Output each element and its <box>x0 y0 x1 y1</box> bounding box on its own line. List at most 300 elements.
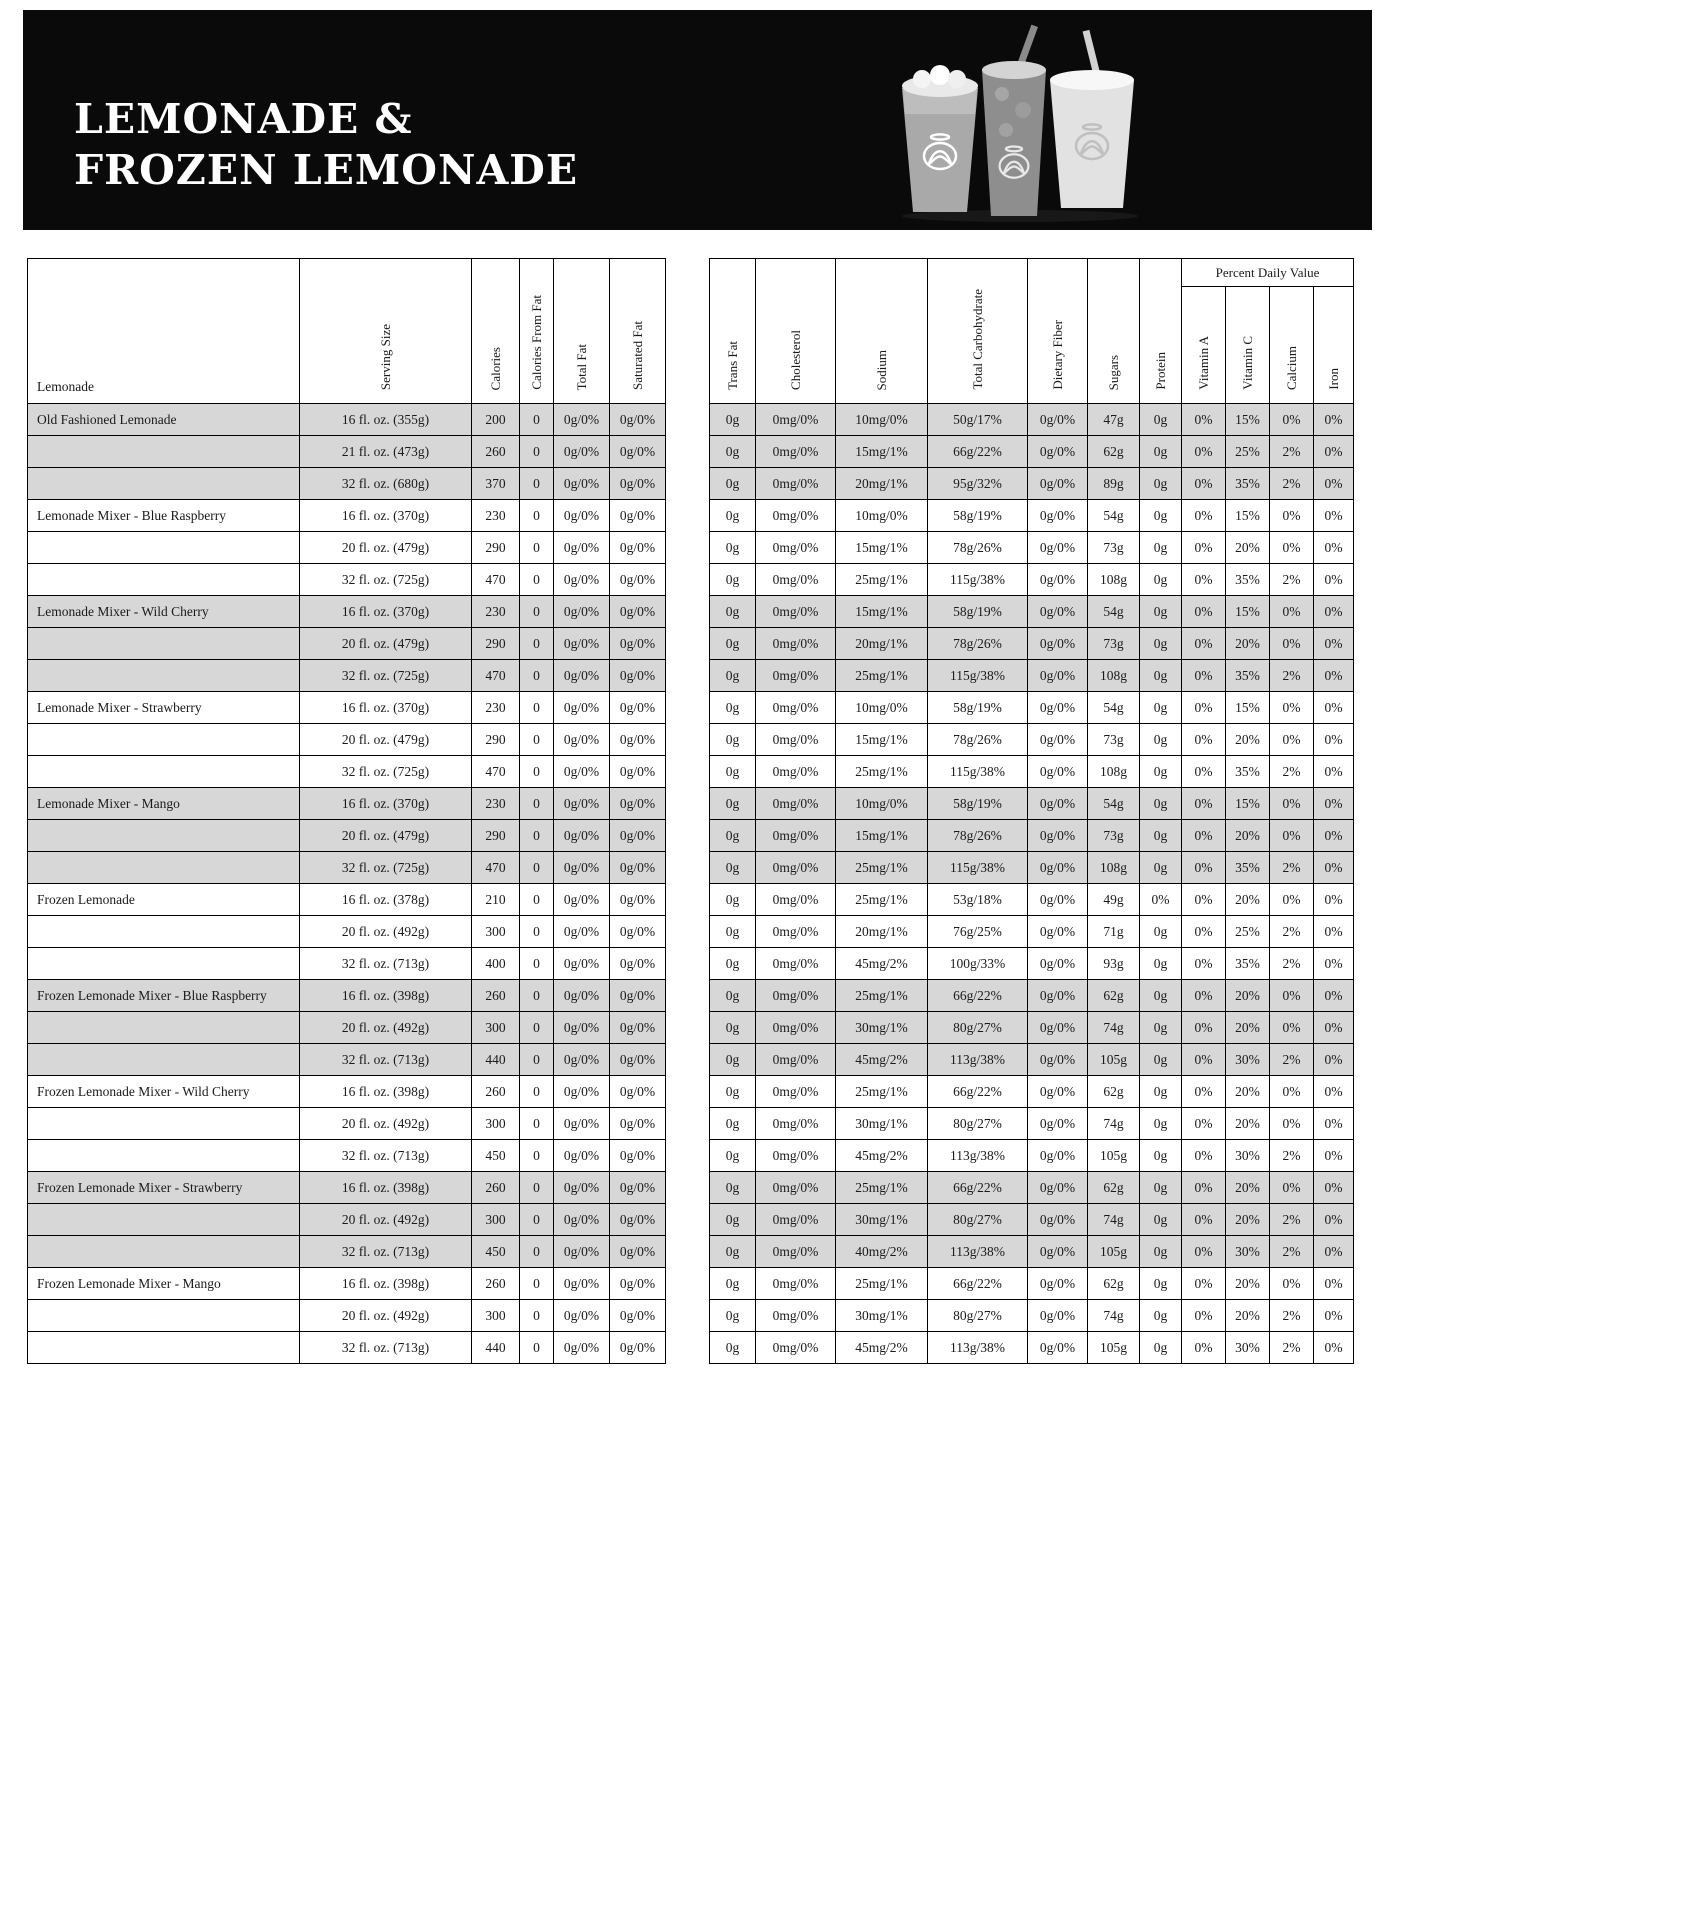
cell-calories: 400 <box>472 948 520 980</box>
table-row <box>28 1108 666 1140</box>
cell-calories-from-fat: 0 <box>520 1300 554 1332</box>
cell-dietary-fiber: 0g/0% <box>1028 948 1088 980</box>
cell-calcium: 2% <box>1270 1236 1314 1268</box>
cell-iron: 0% <box>1314 1204 1354 1236</box>
cell-vitamin-c: 20% <box>1226 1268 1270 1300</box>
cell-vitamin-a: 0% <box>1182 1236 1226 1268</box>
cell-calcium: 2% <box>1270 1140 1314 1172</box>
cell-dietary-fiber: 0g/0% <box>1028 628 1088 660</box>
cell-saturated-fat: 0g/0% <box>610 1236 666 1268</box>
cell-serving-size: 32 fl. oz. (725g) <box>300 852 472 884</box>
cell-total-carbohydrate: 78g/26% <box>928 724 1028 756</box>
column-header-protein: Protein <box>1140 259 1182 404</box>
cell-serving-size: 16 fl. oz. (370g) <box>300 500 472 532</box>
cell-calories-from-fat: 0 <box>520 436 554 468</box>
table-row <box>28 500 666 532</box>
cell-product-name: Lemonade Mixer - Mango <box>28 788 300 820</box>
lemonade-cup-left-icon <box>902 65 978 212</box>
cell-cholesterol: 0mg/0% <box>756 628 836 660</box>
table-row <box>710 916 1354 948</box>
page-title-line2: FROZEN LEMONADE <box>74 146 579 194</box>
cell-vitamin-a: 0% <box>1182 980 1226 1012</box>
cell-total-fat: 0g/0% <box>554 1236 610 1268</box>
nutrition-tables <box>27 258 1354 1364</box>
table-row <box>28 724 666 756</box>
cell-trans-fat: 0g <box>710 1076 756 1108</box>
cell-protein: 0g <box>1140 436 1182 468</box>
cell-iron: 0% <box>1314 1300 1354 1332</box>
cell-total-carbohydrate: 100g/33% <box>928 948 1028 980</box>
cell-total-carbohydrate: 66g/22% <box>928 436 1028 468</box>
table-row <box>710 820 1354 852</box>
cell-protein: 0g <box>1140 404 1182 436</box>
table-row <box>28 532 666 564</box>
cell-protein: 0g <box>1140 1236 1182 1268</box>
cell-vitamin-a: 0% <box>1182 596 1226 628</box>
table-row <box>28 1236 666 1268</box>
cell-calories-from-fat: 0 <box>520 596 554 628</box>
cell-saturated-fat: 0g/0% <box>610 820 666 852</box>
cell-trans-fat: 0g <box>710 724 756 756</box>
cell-saturated-fat: 0g/0% <box>610 1332 666 1364</box>
cell-cholesterol: 0mg/0% <box>756 596 836 628</box>
cell-product-name: Frozen Lemonade <box>28 884 300 916</box>
cell-cholesterol: 0mg/0% <box>756 564 836 596</box>
cell-sugars: 62g <box>1088 1076 1140 1108</box>
cell-calories: 450 <box>472 1140 520 1172</box>
cell-vitamin-c: 30% <box>1226 1044 1270 1076</box>
cell-trans-fat: 0g <box>710 1300 756 1332</box>
cell-total-carbohydrate: 58g/19% <box>928 788 1028 820</box>
table-row <box>28 1332 666 1364</box>
cell-calories-from-fat: 0 <box>520 692 554 724</box>
cell-product-name: Lemonade Mixer - Blue Raspberry <box>28 500 300 532</box>
cell-vitamin-a: 0% <box>1182 692 1226 724</box>
cell-product-name <box>28 532 300 564</box>
cell-calories: 230 <box>472 692 520 724</box>
cell-saturated-fat: 0g/0% <box>610 1140 666 1172</box>
table-row <box>710 788 1354 820</box>
cell-saturated-fat: 0g/0% <box>610 1044 666 1076</box>
cell-cholesterol: 0mg/0% <box>756 1076 836 1108</box>
table-row <box>28 1140 666 1172</box>
cell-calories-from-fat: 0 <box>520 916 554 948</box>
cell-serving-size: 20 fl. oz. (479g) <box>300 724 472 756</box>
cell-total-carbohydrate: 95g/32% <box>928 468 1028 500</box>
table-row <box>28 1268 666 1300</box>
cell-total-fat: 0g/0% <box>554 948 610 980</box>
cell-sodium: 25mg/1% <box>836 1172 928 1204</box>
table-row <box>710 660 1354 692</box>
cell-calories: 260 <box>472 1076 520 1108</box>
cell-sugars: 105g <box>1088 1332 1140 1364</box>
cell-vitamin-a: 0% <box>1182 628 1226 660</box>
cell-total-carbohydrate: 78g/26% <box>928 628 1028 660</box>
cell-calcium: 0% <box>1270 1268 1314 1300</box>
table-row <box>710 1268 1354 1300</box>
cell-product-name <box>28 468 300 500</box>
cell-total-fat: 0g/0% <box>554 436 610 468</box>
table-row <box>28 916 666 948</box>
cell-iron: 0% <box>1314 596 1354 628</box>
cell-protein: 0g <box>1140 820 1182 852</box>
cell-trans-fat: 0g <box>710 660 756 692</box>
cell-trans-fat: 0g <box>710 1236 756 1268</box>
cell-total-fat: 0g/0% <box>554 1012 610 1044</box>
cell-product-name <box>28 1140 300 1172</box>
cell-total-carbohydrate: 113g/38% <box>928 1236 1028 1268</box>
cell-cholesterol: 0mg/0% <box>756 724 836 756</box>
cell-dietary-fiber: 0g/0% <box>1028 916 1088 948</box>
cell-protein: 0g <box>1140 628 1182 660</box>
cell-calories-from-fat: 0 <box>520 1108 554 1140</box>
cell-calories: 290 <box>472 532 520 564</box>
cell-vitamin-a: 0% <box>1182 1300 1226 1332</box>
cell-calcium: 2% <box>1270 948 1314 980</box>
cell-iron: 0% <box>1314 468 1354 500</box>
cell-dietary-fiber: 0g/0% <box>1028 596 1088 628</box>
column-header-dietary-fiber: Dietary Fiber <box>1028 259 1088 404</box>
cell-vitamin-c: 25% <box>1226 916 1270 948</box>
table-row <box>28 564 666 596</box>
cell-vitamin-c: 20% <box>1226 1012 1270 1044</box>
cell-total-fat: 0g/0% <box>554 980 610 1012</box>
cell-total-fat: 0g/0% <box>554 500 610 532</box>
cell-vitamin-a: 0% <box>1182 948 1226 980</box>
cell-iron: 0% <box>1314 724 1354 756</box>
cell-calories-from-fat: 0 <box>520 724 554 756</box>
cell-calories: 440 <box>472 1044 520 1076</box>
cell-cholesterol: 0mg/0% <box>756 916 836 948</box>
cell-sugars: 89g <box>1088 468 1140 500</box>
column-header-vitamin-a: Vitamin A <box>1182 287 1226 404</box>
cell-vitamin-c: 20% <box>1226 1204 1270 1236</box>
cell-sodium: 40mg/2% <box>836 1236 928 1268</box>
cell-dietary-fiber: 0g/0% <box>1028 1204 1088 1236</box>
cell-total-carbohydrate: 78g/26% <box>928 820 1028 852</box>
cell-protein: 0g <box>1140 916 1182 948</box>
cell-trans-fat: 0g <box>710 1204 756 1236</box>
cell-serving-size: 32 fl. oz. (713g) <box>300 1140 472 1172</box>
cell-calories: 200 <box>472 404 520 436</box>
cell-calories: 290 <box>472 724 520 756</box>
cell-iron: 0% <box>1314 692 1354 724</box>
cell-saturated-fat: 0g/0% <box>610 1172 666 1204</box>
cell-cholesterol: 0mg/0% <box>756 500 836 532</box>
cell-calcium: 2% <box>1270 756 1314 788</box>
cell-vitamin-a: 0% <box>1182 564 1226 596</box>
cell-iron: 0% <box>1314 1108 1354 1140</box>
cell-sodium: 15mg/1% <box>836 436 928 468</box>
cell-sodium: 30mg/1% <box>836 1204 928 1236</box>
cell-sugars: 71g <box>1088 916 1140 948</box>
cell-dietary-fiber: 0g/0% <box>1028 1044 1088 1076</box>
cell-iron: 0% <box>1314 404 1354 436</box>
cell-sodium: 15mg/1% <box>836 596 928 628</box>
table-row <box>28 788 666 820</box>
table-row <box>710 564 1354 596</box>
cell-sugars: 47g <box>1088 404 1140 436</box>
table-row <box>28 692 666 724</box>
table-row <box>710 596 1354 628</box>
cell-total-carbohydrate: 113g/38% <box>928 1140 1028 1172</box>
header-row <box>710 259 1354 287</box>
cell-calories: 440 <box>472 1332 520 1364</box>
cell-total-fat: 0g/0% <box>554 1140 610 1172</box>
cell-sodium: 20mg/1% <box>836 628 928 660</box>
cell-trans-fat: 0g <box>710 820 756 852</box>
cell-protein: 0g <box>1140 1204 1182 1236</box>
cell-product-name <box>28 1332 300 1364</box>
cell-calories-from-fat: 0 <box>520 468 554 500</box>
cell-calcium: 0% <box>1270 1108 1314 1140</box>
cell-total-fat: 0g/0% <box>554 1332 610 1364</box>
cell-vitamin-a: 0% <box>1182 884 1226 916</box>
cell-calcium: 0% <box>1270 980 1314 1012</box>
table-row <box>28 628 666 660</box>
column-header-calories: Calories <box>472 259 520 404</box>
cell-dietary-fiber: 0g/0% <box>1028 436 1088 468</box>
cell-vitamin-a: 0% <box>1182 1044 1226 1076</box>
cell-calories-from-fat: 0 <box>520 1076 554 1108</box>
cell-serving-size: 16 fl. oz. (370g) <box>300 596 472 628</box>
cell-vitamin-a: 0% <box>1182 1268 1226 1300</box>
cell-vitamin-a: 0% <box>1182 1140 1226 1172</box>
cell-sugars: 73g <box>1088 628 1140 660</box>
cell-calcium: 0% <box>1270 1172 1314 1204</box>
table-row <box>710 1332 1354 1364</box>
cell-calories: 300 <box>472 1108 520 1140</box>
cell-sugars: 108g <box>1088 852 1140 884</box>
cell-sodium: 20mg/1% <box>836 468 928 500</box>
cell-product-name <box>28 820 300 852</box>
cell-vitamin-a: 0% <box>1182 532 1226 564</box>
cell-cholesterol: 0mg/0% <box>756 436 836 468</box>
cell-vitamin-a: 0% <box>1182 852 1226 884</box>
cell-cholesterol: 0mg/0% <box>756 820 836 852</box>
cell-sodium: 10mg/0% <box>836 692 928 724</box>
cell-calories: 210 <box>472 884 520 916</box>
cell-trans-fat: 0g <box>710 692 756 724</box>
cell-saturated-fat: 0g/0% <box>610 1012 666 1044</box>
cell-calories: 300 <box>472 916 520 948</box>
cell-calcium: 0% <box>1270 532 1314 564</box>
cell-vitamin-c: 35% <box>1226 756 1270 788</box>
cell-product-name <box>28 1300 300 1332</box>
cell-total-fat: 0g/0% <box>554 404 610 436</box>
page-title <box>74 94 578 196</box>
cell-sodium: 45mg/2% <box>836 1332 928 1364</box>
cell-sodium: 25mg/1% <box>836 564 928 596</box>
table-row <box>710 1172 1354 1204</box>
cell-protein: 0g <box>1140 532 1182 564</box>
cell-calories-from-fat: 0 <box>520 1172 554 1204</box>
cell-vitamin-c: 20% <box>1226 1108 1270 1140</box>
cell-vitamin-c: 25% <box>1226 436 1270 468</box>
cell-sugars: 54g <box>1088 596 1140 628</box>
lemonade-table-main <box>27 258 666 1364</box>
cell-sodium: 15mg/1% <box>836 724 928 756</box>
cell-trans-fat: 0g <box>710 404 756 436</box>
cell-serving-size: 16 fl. oz. (398g) <box>300 1268 472 1300</box>
table-row <box>28 660 666 692</box>
cell-product-name: Lemonade Mixer - Wild Cherry <box>28 596 300 628</box>
cell-sugars: 105g <box>1088 1044 1140 1076</box>
cell-protein: 0g <box>1140 660 1182 692</box>
cell-trans-fat: 0g <box>710 948 756 980</box>
cell-dietary-fiber: 0g/0% <box>1028 1012 1088 1044</box>
cell-vitamin-c: 35% <box>1226 852 1270 884</box>
cell-dietary-fiber: 0g/0% <box>1028 500 1088 532</box>
cell-cholesterol: 0mg/0% <box>756 404 836 436</box>
cell-protein: 0g <box>1140 852 1182 884</box>
cell-serving-size: 16 fl. oz. (398g) <box>300 980 472 1012</box>
cell-product-name <box>28 660 300 692</box>
cell-vitamin-a: 0% <box>1182 1204 1226 1236</box>
cell-vitamin-c: 35% <box>1226 660 1270 692</box>
cell-calcium: 2% <box>1270 1044 1314 1076</box>
cell-iron: 0% <box>1314 1076 1354 1108</box>
table-row <box>28 1044 666 1076</box>
lemonade-cup-right-icon <box>1050 70 1134 208</box>
cell-serving-size: 21 fl. oz. (473g) <box>300 436 472 468</box>
cell-serving-size: 20 fl. oz. (492g) <box>300 1300 472 1332</box>
cell-serving-size: 32 fl. oz. (713g) <box>300 1332 472 1364</box>
table-row <box>28 1204 666 1236</box>
cell-product-name <box>28 1108 300 1140</box>
column-header-saturated-fat: Saturated Fat <box>610 259 666 404</box>
cell-calcium: 0% <box>1270 692 1314 724</box>
cell-sodium: 25mg/1% <box>836 756 928 788</box>
cell-protein: 0g <box>1140 500 1182 532</box>
lemonade-cup-middle-icon <box>982 61 1046 216</box>
table-row <box>710 756 1354 788</box>
cell-dietary-fiber: 0g/0% <box>1028 1268 1088 1300</box>
cell-calories: 450 <box>472 1236 520 1268</box>
cell-protein: 0g <box>1140 980 1182 1012</box>
cell-calories: 470 <box>472 756 520 788</box>
cell-calories: 470 <box>472 852 520 884</box>
cell-iron: 0% <box>1314 1172 1354 1204</box>
cell-calories-from-fat: 0 <box>520 948 554 980</box>
cell-dietary-fiber: 0g/0% <box>1028 468 1088 500</box>
table-row <box>710 404 1354 436</box>
cell-total-fat: 0g/0% <box>554 1076 610 1108</box>
cell-vitamin-a: 0% <box>1182 820 1226 852</box>
cell-total-carbohydrate: 58g/19% <box>928 500 1028 532</box>
cell-iron: 0% <box>1314 1012 1354 1044</box>
cell-calcium: 0% <box>1270 500 1314 532</box>
cell-iron: 0% <box>1314 820 1354 852</box>
cell-protein: 0% <box>1140 884 1182 916</box>
cell-total-fat: 0g/0% <box>554 1268 610 1300</box>
cell-sugars: 74g <box>1088 1300 1140 1332</box>
cell-sodium: 25mg/1% <box>836 1268 928 1300</box>
cell-vitamin-a: 0% <box>1182 1076 1226 1108</box>
cell-product-name <box>28 1204 300 1236</box>
cell-total-fat: 0g/0% <box>554 596 610 628</box>
cell-protein: 0g <box>1140 1172 1182 1204</box>
cell-saturated-fat: 0g/0% <box>610 884 666 916</box>
cell-sodium: 25mg/1% <box>836 852 928 884</box>
cell-sugars: 108g <box>1088 660 1140 692</box>
cell-vitamin-a: 0% <box>1182 468 1226 500</box>
cell-calories-from-fat: 0 <box>520 788 554 820</box>
table-row <box>710 692 1354 724</box>
cell-serving-size: 20 fl. oz. (492g) <box>300 1012 472 1044</box>
cell-iron: 0% <box>1314 1268 1354 1300</box>
cell-total-fat: 0g/0% <box>554 1044 610 1076</box>
cell-saturated-fat: 0g/0% <box>610 916 666 948</box>
cell-sugars: 93g <box>1088 948 1140 980</box>
cell-total-fat: 0g/0% <box>554 884 610 916</box>
cell-sugars: 73g <box>1088 820 1140 852</box>
table-row <box>710 724 1354 756</box>
cell-saturated-fat: 0g/0% <box>610 532 666 564</box>
cell-calories-from-fat: 0 <box>520 1236 554 1268</box>
cell-cholesterol: 0mg/0% <box>756 532 836 564</box>
cell-total-fat: 0g/0% <box>554 628 610 660</box>
cell-cholesterol: 0mg/0% <box>756 1300 836 1332</box>
cell-total-carbohydrate: 76g/25% <box>928 916 1028 948</box>
cell-protein: 0g <box>1140 1300 1182 1332</box>
cell-calcium: 0% <box>1270 628 1314 660</box>
cell-cholesterol: 0mg/0% <box>756 1044 836 1076</box>
cell-total-carbohydrate: 113g/38% <box>928 1332 1028 1364</box>
cell-iron: 0% <box>1314 564 1354 596</box>
cell-cholesterol: 0mg/0% <box>756 468 836 500</box>
cell-total-carbohydrate: 50g/17% <box>928 404 1028 436</box>
cell-trans-fat: 0g <box>710 596 756 628</box>
cell-trans-fat: 0g <box>710 500 756 532</box>
cell-sodium: 45mg/2% <box>836 1140 928 1172</box>
cell-total-carbohydrate: 80g/27% <box>928 1108 1028 1140</box>
cell-sugars: 73g <box>1088 532 1140 564</box>
cell-iron: 0% <box>1314 852 1354 884</box>
table-row <box>710 1012 1354 1044</box>
cell-vitamin-c: 15% <box>1226 500 1270 532</box>
cell-vitamin-a: 0% <box>1182 500 1226 532</box>
cell-serving-size: 20 fl. oz. (479g) <box>300 820 472 852</box>
table-row <box>28 1300 666 1332</box>
cell-vitamin-a: 0% <box>1182 724 1226 756</box>
cell-cholesterol: 0mg/0% <box>756 980 836 1012</box>
table-row <box>710 1108 1354 1140</box>
cell-iron: 0% <box>1314 788 1354 820</box>
cell-total-carbohydrate: 115g/38% <box>928 852 1028 884</box>
cell-sodium: 10mg/0% <box>836 404 928 436</box>
cell-calories: 300 <box>472 1204 520 1236</box>
cell-sugars: 74g <box>1088 1012 1140 1044</box>
cell-total-fat: 0g/0% <box>554 532 610 564</box>
cell-trans-fat: 0g <box>710 1332 756 1364</box>
cell-product-name <box>28 916 300 948</box>
cell-protein: 0g <box>1140 1012 1182 1044</box>
cell-iron: 0% <box>1314 948 1354 980</box>
cell-sodium: 25mg/1% <box>836 980 928 1012</box>
cell-serving-size: 20 fl. oz. (492g) <box>300 916 472 948</box>
cell-cholesterol: 0mg/0% <box>756 756 836 788</box>
table-row <box>710 500 1354 532</box>
cell-total-carbohydrate: 115g/38% <box>928 660 1028 692</box>
cell-dietary-fiber: 0g/0% <box>1028 884 1088 916</box>
cell-calories-from-fat: 0 <box>520 820 554 852</box>
cell-serving-size: 32 fl. oz. (680g) <box>300 468 472 500</box>
cell-cholesterol: 0mg/0% <box>756 1268 836 1300</box>
cell-sodium: 15mg/1% <box>836 532 928 564</box>
cell-saturated-fat: 0g/0% <box>610 500 666 532</box>
cell-saturated-fat: 0g/0% <box>610 724 666 756</box>
